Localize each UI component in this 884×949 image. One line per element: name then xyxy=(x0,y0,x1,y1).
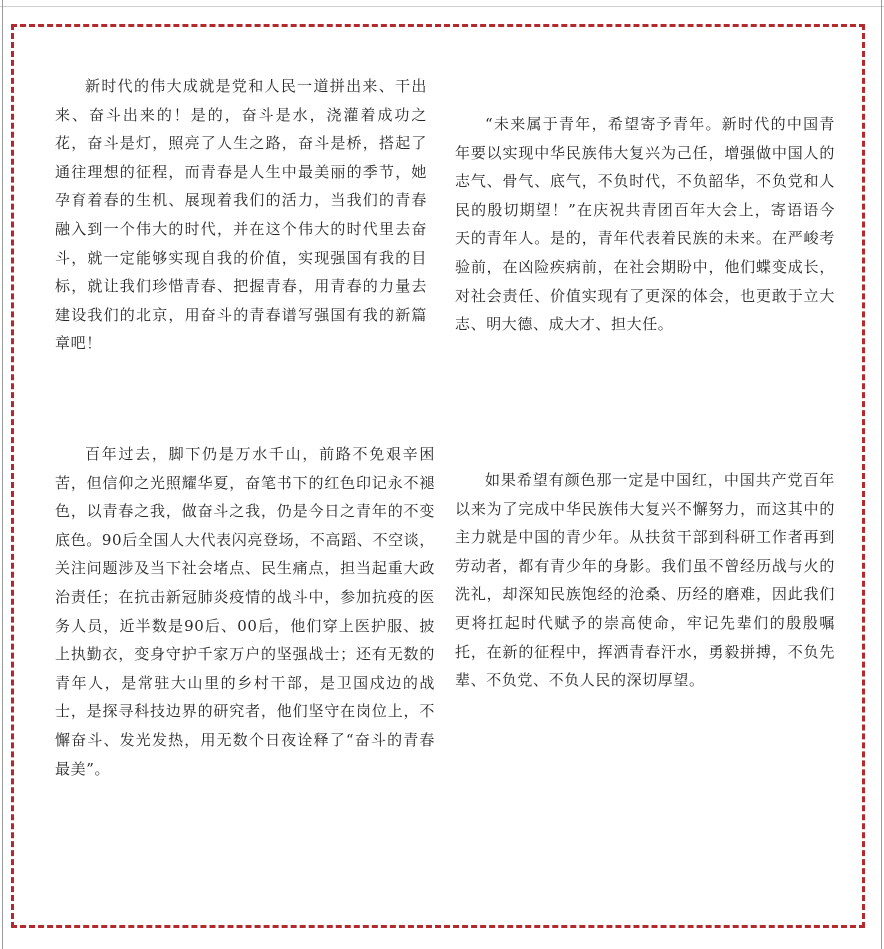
right-margin-rule xyxy=(881,0,882,949)
paragraph-bottom-left: 百年过去，脚下仍是万水千山，前路不免艰辛困苦，但信仰之光照耀华夏，奋笔书下的红色印记永不褪色，以青春之我，做奋斗之我，仍是今日之青年的不变底色。90后全国人大代表闪亮登场，不高蹈、不空谈，关注问题涉及当下社会堵点、民生痛点，担当起重大政治责任；在抗击新冠肺炎疫情的战斗中，参加抗疫的医务人员，近半数是90后、00后，他们穿上医护服、披上执勤衣，变身守护千家万户的坚强战士；还有无数的青年人，是常驻大山里的乡村干部，是卫国戍边的战士，是探寻科技边界的研究者，他们坚守在岗位上，不懈奋斗、发光发热，用无数个日夜诠释了“奋斗的青春最美”。 xyxy=(55,445,435,778)
top-rule xyxy=(0,0,884,7)
paragraph-top-left: 新时代的伟大成就是党和人民一道拼出来、干出来、奋斗出来的！是的，奋斗是水，浇灌着成功之花，奋斗是灯，照亮了人生之路，奋斗是桥，搭起了通往理想的征程，而青春是人生中最美丽的季节，她孕育着春的生机、展现着我们的活力，当我们的青春融入到一个伟大的时代，并在这个伟大的时代里去奋斗，就一定能够实现自我的价值，实现强国有我的目标，就让我们珍惜青春、把握青春，用青春的力量去建设我们的北京，用奋斗的青春谱写强国有我的新篇章吧！ xyxy=(55,77,427,353)
paragraph-top-right: “未来属于青年，希望寄予青年。新时代的中国青年要以实现中华民族伟大复兴为己任，增强做中国人的志气、骨气、底气，不负时代，不负韶华，不负党和人民的殷切期望！”在庆祝共青团百年大会上，寄语语今天的青年人。是的，青年代表着民族的未来。在严峻考验前，在凶险疾病前，在社会期盼中，他们蝶变成长，对社会责任、价值实现有了更深的体会，也更敢于立大志、明大德、成大才、担大任。 xyxy=(455,115,835,334)
paragraph-bottom-right: 如果希望有颜色那一定是中国红，中国共产党百年以来为了完成中华民族伟大复兴不懈努力，而这其中的主力就是中国的青少年。从扶贫干部到科研工作者再到劳动者，都有青少年的身影。我们虽不曾经历战与火的洗礼，却深知民族饱经的沧桑、历经的磨难，因此我们更将扛起时代赋予的崇高使命，牢记先辈们的殷殷嘱托，在新的征程中，挥洒青春汗水，勇毅拼搏，不负先辈、不负党、不负人民的深切厚望。 xyxy=(455,471,835,690)
left-margin-rule xyxy=(2,0,3,949)
